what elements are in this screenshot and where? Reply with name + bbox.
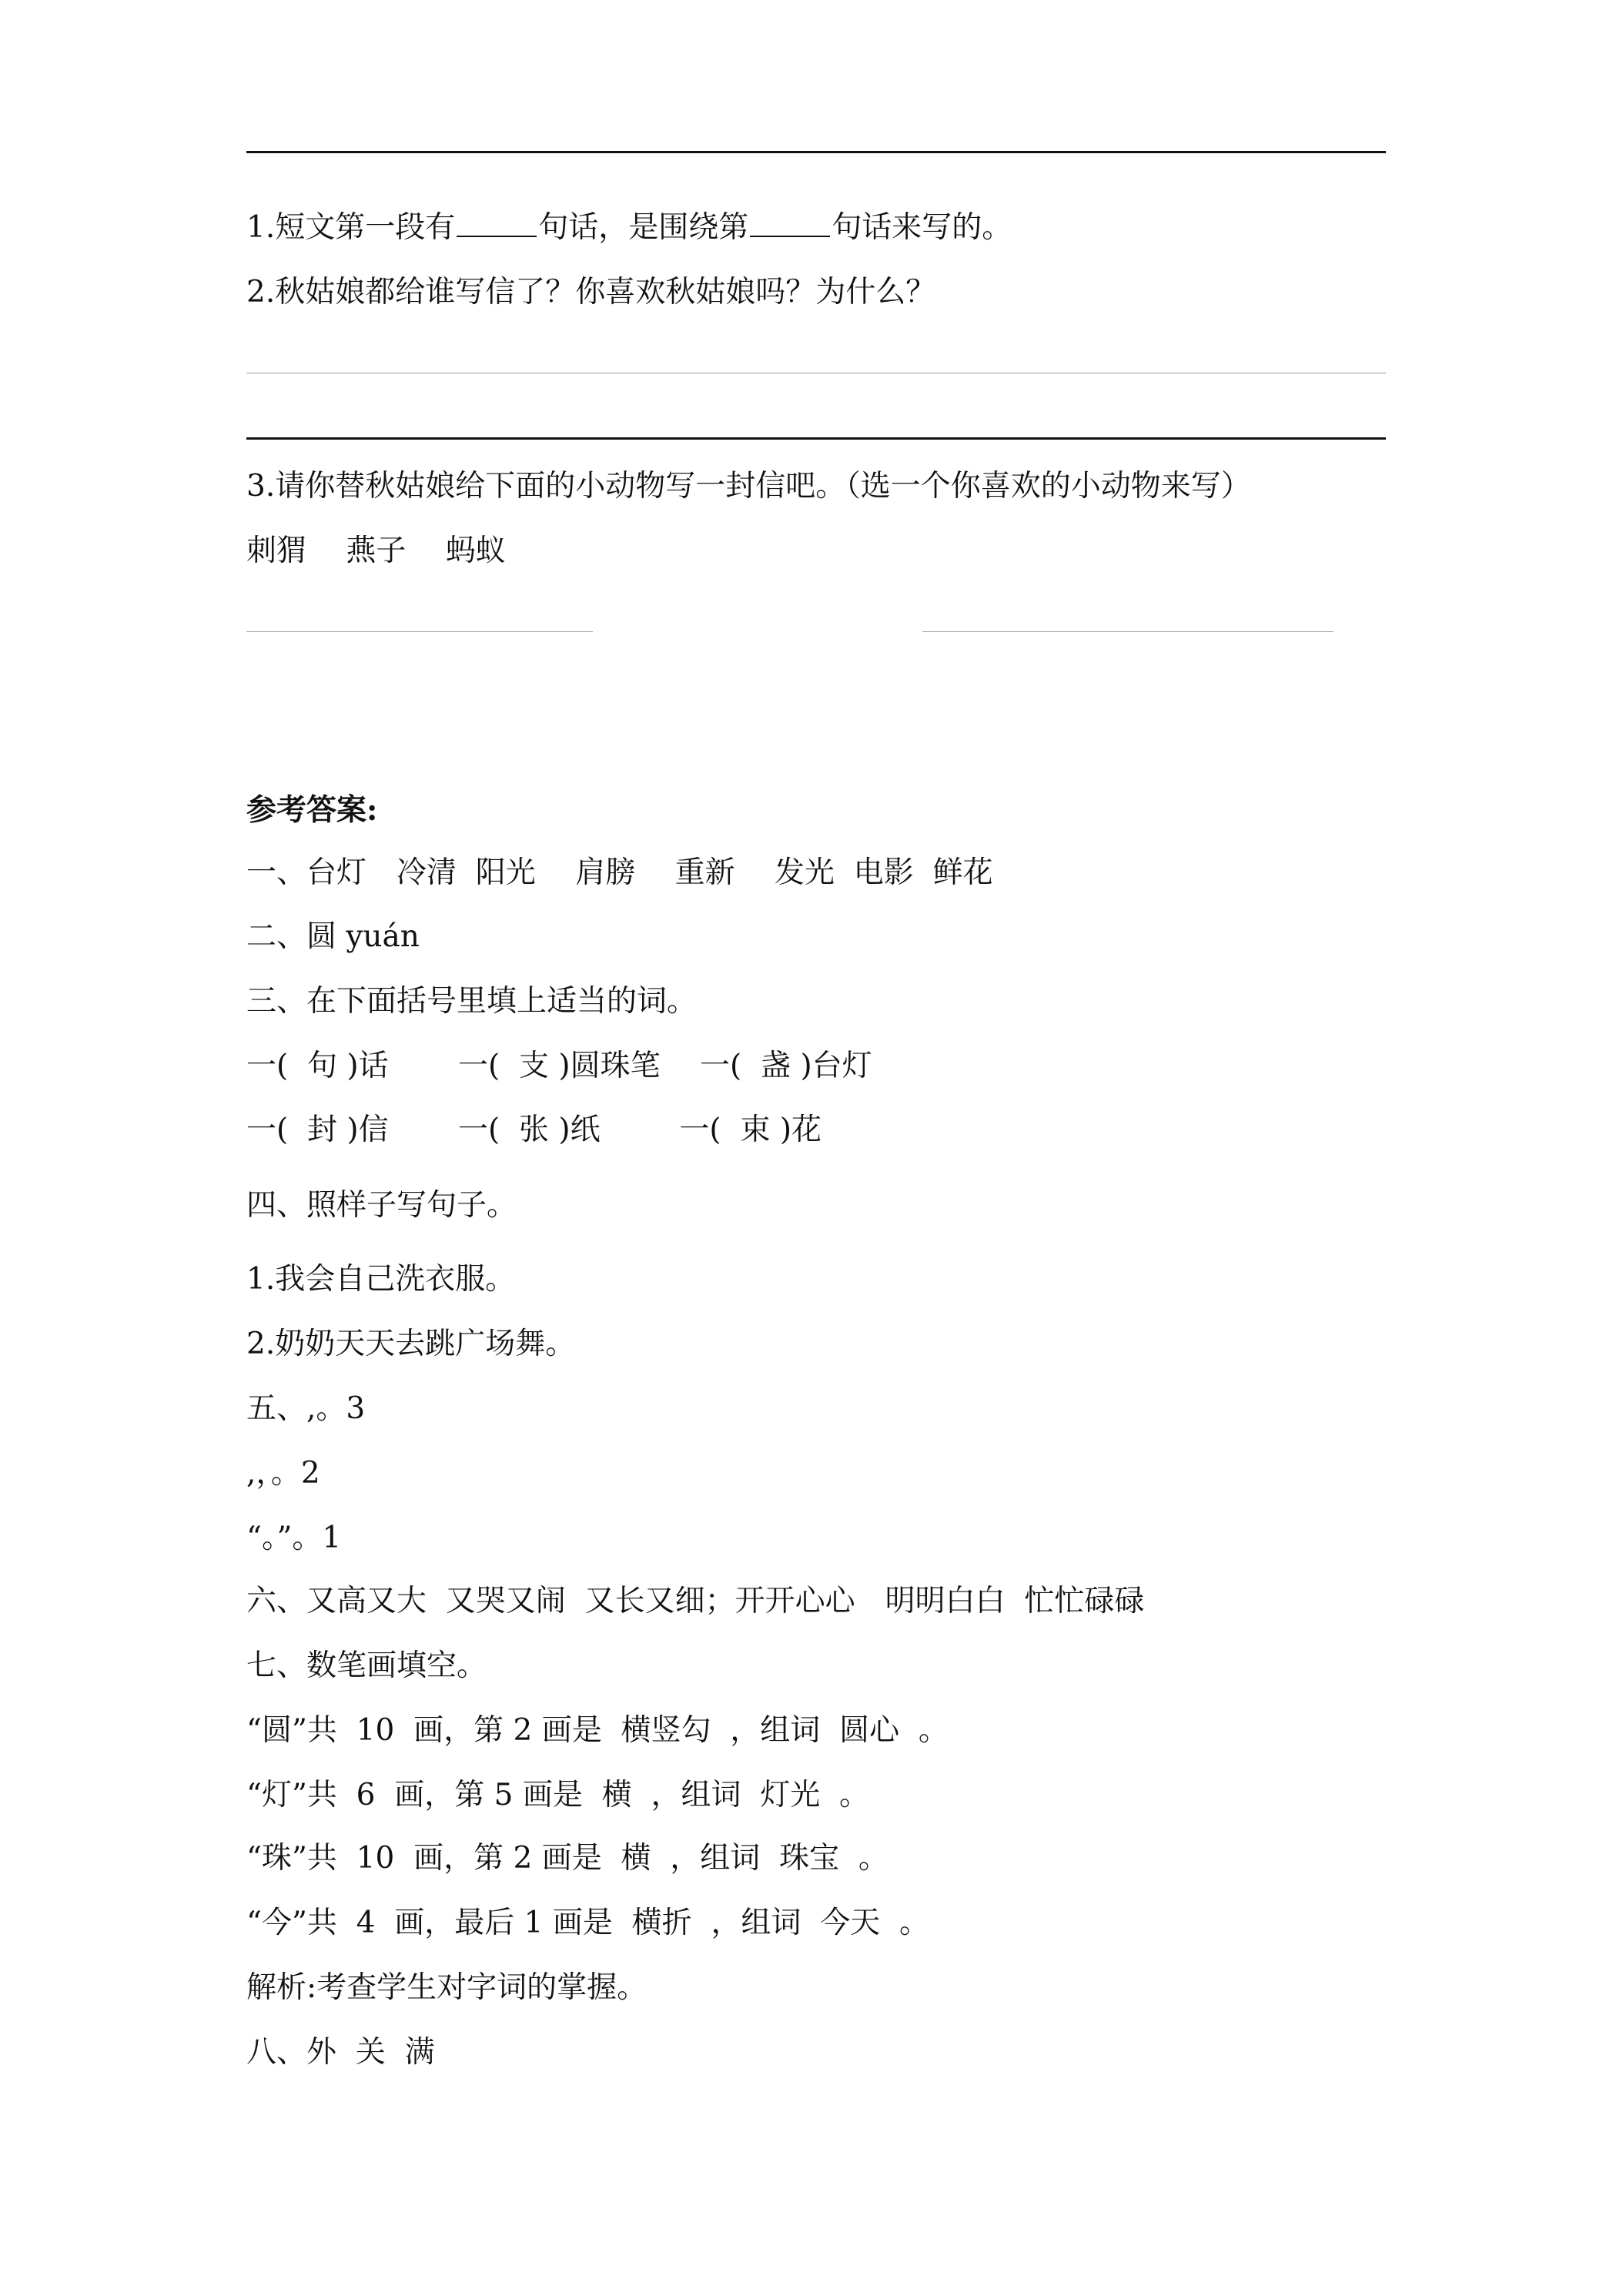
answer-line: “圆”共 10 画，第 2 画是 横竖勾 ，组词 圆心 。: [246, 1713, 949, 1748]
answer-line: 1.我会自己洗衣服。: [246, 1262, 516, 1297]
answer-line: 四、照样子写句子。: [246, 1188, 517, 1223]
question-2: 2.秋姑娘都给谁写信了？你喜欢秋姑娘吗？为什么？: [246, 275, 936, 310]
answer-blank-1[interactable]: [457, 209, 537, 237]
answer-line: 解析:考查学生对字词的掌握。: [246, 1970, 648, 2005]
letter-line-right[interactable]: [922, 631, 1334, 632]
animal-options: 刺猬 燕子 蚂蚁: [246, 534, 506, 568]
answer-line: “灯”共 6 画，第 5 画是 横 ，组词 灯光 。: [246, 1778, 870, 1812]
top-rule: [246, 151, 1386, 153]
question-1: [246, 209, 1012, 246]
question-3: 3.请你替秋姑娘给下面的小动物写一封信吧。（选一个你喜欢的小动物来写）: [246, 469, 1251, 504]
answer-line: 一、台灯 冷清 阳光 肩膀 重新 发光 电影 鲜花: [246, 855, 993, 890]
answer-line: 七、数笔画填空。: [246, 1648, 487, 1683]
letter-line-left[interactable]: [246, 631, 593, 632]
answer-line: 一( 句 )话 一( 支 )圆珠笔 一( 盏 )台灯: [246, 1049, 872, 1083]
answer-line: ,，。2: [246, 1456, 320, 1491]
answer-line-2[interactable]: [246, 437, 1386, 440]
answer-line: 六、又高又大 又哭又闹 又长又细；开开心心 明明白白 忙忙碌碌: [246, 1584, 1145, 1618]
answer-line: 五、,。3: [246, 1391, 366, 1426]
question-1-middle: 句话，是围绕第: [538, 210, 749, 245]
answers-heading: 参考答案:: [246, 792, 378, 828]
answer-line: “今”共 4 画，最后 1 画是 横折 ，组词 今天 。: [246, 1906, 930, 1940]
question-1-suffix: 句话来写的。: [832, 210, 1012, 245]
question-1-prefix: 1.短文第一段有: [246, 210, 456, 245]
answer-line: 二、圆 yuán: [246, 919, 420, 954]
answer-blank-2[interactable]: [750, 209, 830, 237]
answer-line: “珠”共 10 画，第 2 画是 横 ，组词 珠宝 。: [246, 1841, 888, 1876]
answer-line: 八、外 关 满: [246, 2035, 435, 2070]
answer-line: 一( 封 )信 一( 张 )纸 一( 束 )花: [246, 1113, 822, 1147]
answer-line: 2.奶奶天天去跳广场舞。: [246, 1327, 576, 1361]
answer-line: “。”。1: [246, 1521, 342, 1555]
answer-line: 三、在下面括号里填上适当的词。: [246, 984, 698, 1019]
